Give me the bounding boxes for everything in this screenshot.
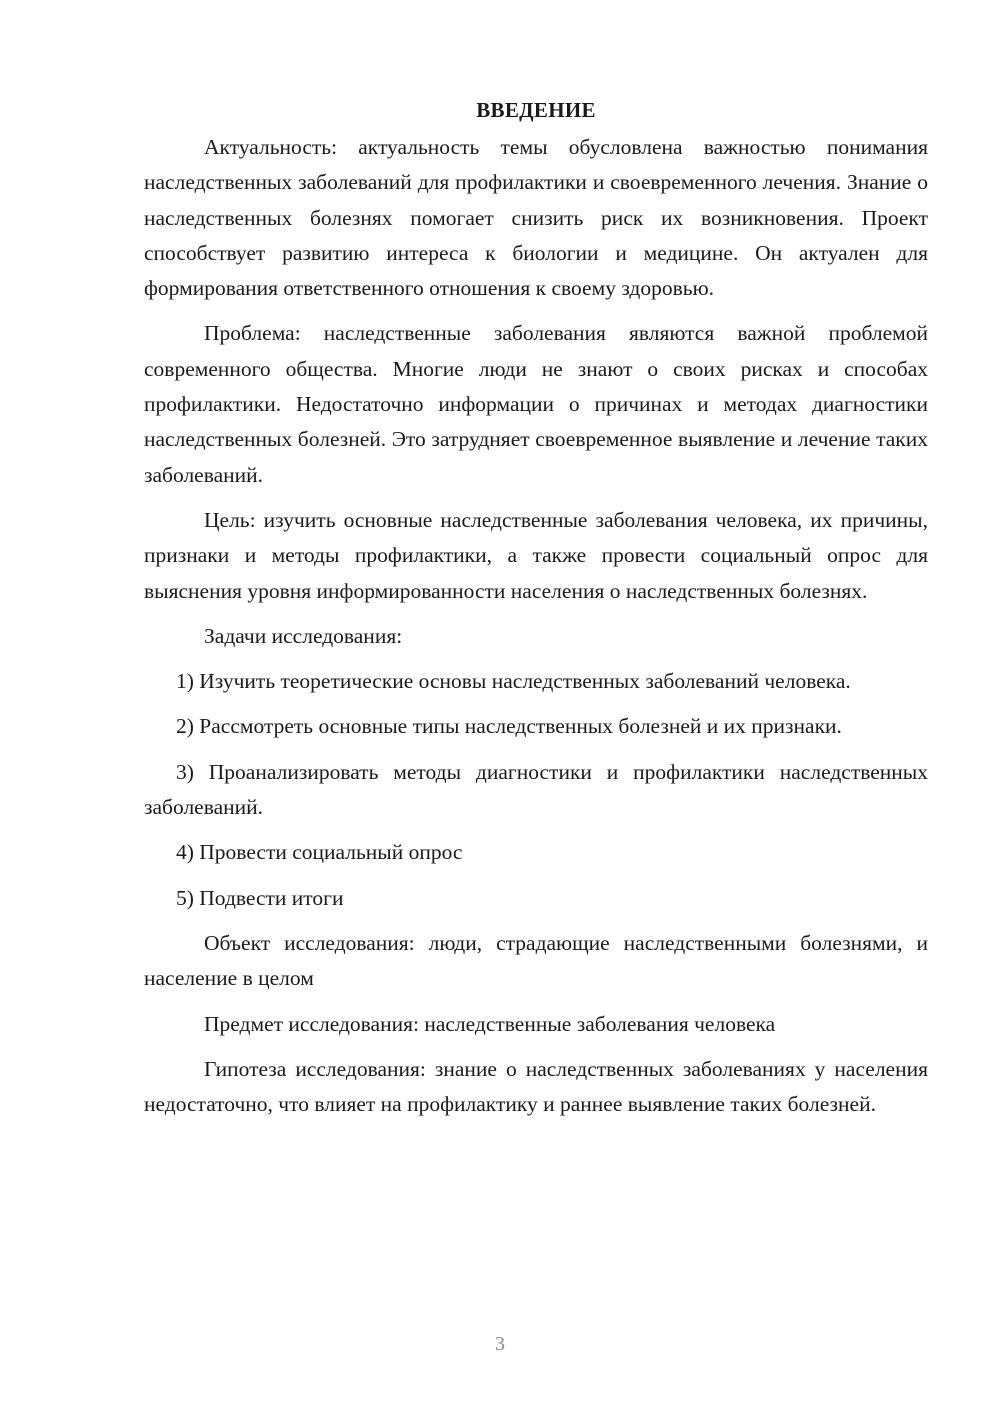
paragraph-subject: Предмет исследования: наследственные заболевания человека [204,1011,776,1036]
paragraph-relevance: Актуальность: актуальность темы обусловлена важностью понимания наследственных заболеваний для профилактики и своевременного лечения. Знание о наследственных болезнях помогает снизить риск их возникновения. Проект способствует развитию интереса к биологии и медицине. Он актуален для формирования ответственного отношения к своему здоровью. [144,135,928,301]
task-item-2: 2) Рассмотреть основные типы наследственных болезней и их признаки. [176,714,842,739]
paragraph-problem: Проблема: наследственные заболевания являются важной проблемой современного общества. Многие люди не знают о своих рисках и способах профилактики. Недостаточно информации о причинах и методах диагностики наследственных болезней. Это затрудняет своевременное выявление и лечение таких заболеваний. [144,321,928,487]
section-title: ВВЕДЕНИЕ [476,98,596,122]
task-item-4: 4) Провести социальный опрос [176,840,463,865]
task-item-5: 5) Подвести итоги [176,885,344,910]
document-page [144,90,928,1122]
paragraph-hypothesis: Гипотеза исследования: знание о наследственных заболеваниях у населения недостаточно, что влияет на профилактику и раннее выявление таких болезней. [144,1056,928,1117]
paragraph-object: Объект исследования: люди, страдающие наследственными болезнями, и население в целом [144,930,928,991]
paragraph-goal: Цель: изучить основные наследственные заболевания человека, их причины, признаки и методы профилактики, а также провести социальный опрос для выяснения уровня информированности населения о наследственных болезнях. [144,507,928,603]
tasks-heading: Задачи исследования: [204,623,403,648]
page-number: 3 [495,1333,505,1355]
task-item-1: 1) Изучить теоретические основы наследственных заболеваний человека. [176,669,851,694]
task-item-3: 3) Проанализировать методы диагностики и профилактики наследственных заболеваний. [144,759,928,820]
